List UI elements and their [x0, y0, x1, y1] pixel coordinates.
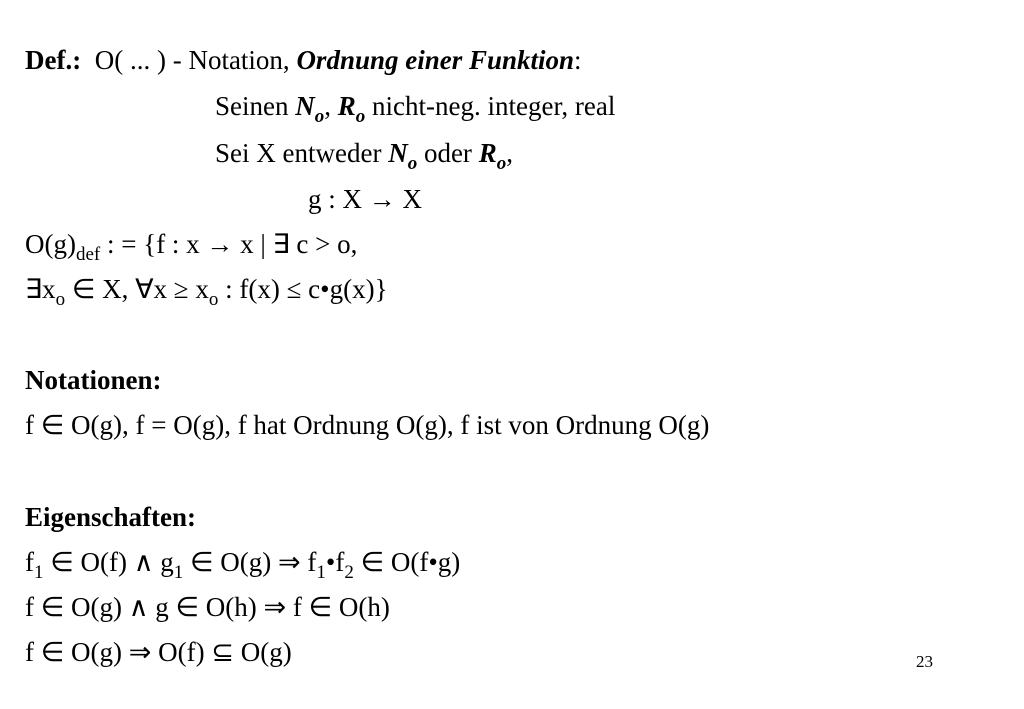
seinen-pre: Seinen: [215, 91, 296, 121]
sei-mid: oder: [417, 138, 479, 168]
e1-c-sub: 1: [316, 562, 326, 583]
def-title: Ordnung einer Funktion: [296, 45, 575, 75]
eigenschaften-line-3: f ∈ O(g) ⇒ O(f) ⊆ O(g): [25, 637, 292, 667]
og-pre: O(g): [25, 229, 76, 259]
e1-a-sub: 1: [34, 562, 44, 583]
n-subscript: o: [314, 106, 325, 127]
quant-b-sub: o: [208, 289, 219, 310]
seinen-comma: ,: [324, 91, 338, 121]
e1-d-sub: 2: [344, 562, 354, 583]
r-symbol: R: [337, 91, 356, 121]
quant-a: ∃x: [25, 274, 56, 304]
eigenschaften-heading: Eigenschaften:: [25, 502, 196, 532]
seinen-line: [215, 90, 616, 127]
mapping-text: g : X → X: [308, 184, 422, 214]
quant-c: : f(x) ≤ c•g(x)}: [218, 274, 388, 304]
og-definition-line: [25, 228, 358, 265]
sei-pre: Sei X entweder: [215, 138, 389, 168]
e1-b-sub: 1: [173, 562, 184, 583]
seinen-post: nicht-neg. integer, real: [365, 91, 616, 121]
definition-line: [25, 44, 582, 76]
n-symbol: N: [388, 138, 408, 168]
quantifier-line: [25, 273, 388, 310]
def-text: O( ... ) - Notation,: [94, 45, 290, 75]
og-subscript: def: [75, 244, 101, 265]
n-subscript: o: [407, 153, 418, 174]
e1-b: ∈ O(f) ∧ g: [43, 547, 174, 577]
mapping-line: [308, 183, 422, 215]
e1-e: ∈ O(f•g): [353, 547, 461, 577]
eigenschaften-line-2: f ∈ O(g) ∧ g ∈ O(h) ⇒ f ∈ O(h): [25, 592, 390, 622]
n-symbol: N: [295, 91, 315, 121]
r-subscript: o: [355, 106, 366, 127]
sei-post: ,: [506, 138, 513, 168]
e1-d: •f: [325, 547, 345, 577]
notationen-heading: Notationen:: [25, 365, 162, 395]
quant-a-sub: o: [55, 289, 66, 310]
e1-a: f: [25, 547, 34, 577]
sei-line: [215, 137, 513, 174]
notationen-text: f ∈ O(g), f = O(g), f hat Ordnung O(g), f ist von Ordnung O(g): [25, 410, 710, 440]
r-symbol: R: [478, 138, 497, 168]
eigenschaften-line-1: [25, 546, 461, 583]
r-subscript: o: [496, 153, 507, 174]
og-post: : = {f : x → x | ∃ c > o,: [100, 229, 358, 259]
e1-c: ∈ O(g) ⇒ f: [183, 547, 317, 577]
page-number: 23: [916, 652, 933, 671]
quant-b: ∈ X, ∀x ≥ x: [65, 274, 209, 304]
def-colon: :: [574, 45, 582, 75]
def-label: Def.:: [25, 45, 82, 75]
